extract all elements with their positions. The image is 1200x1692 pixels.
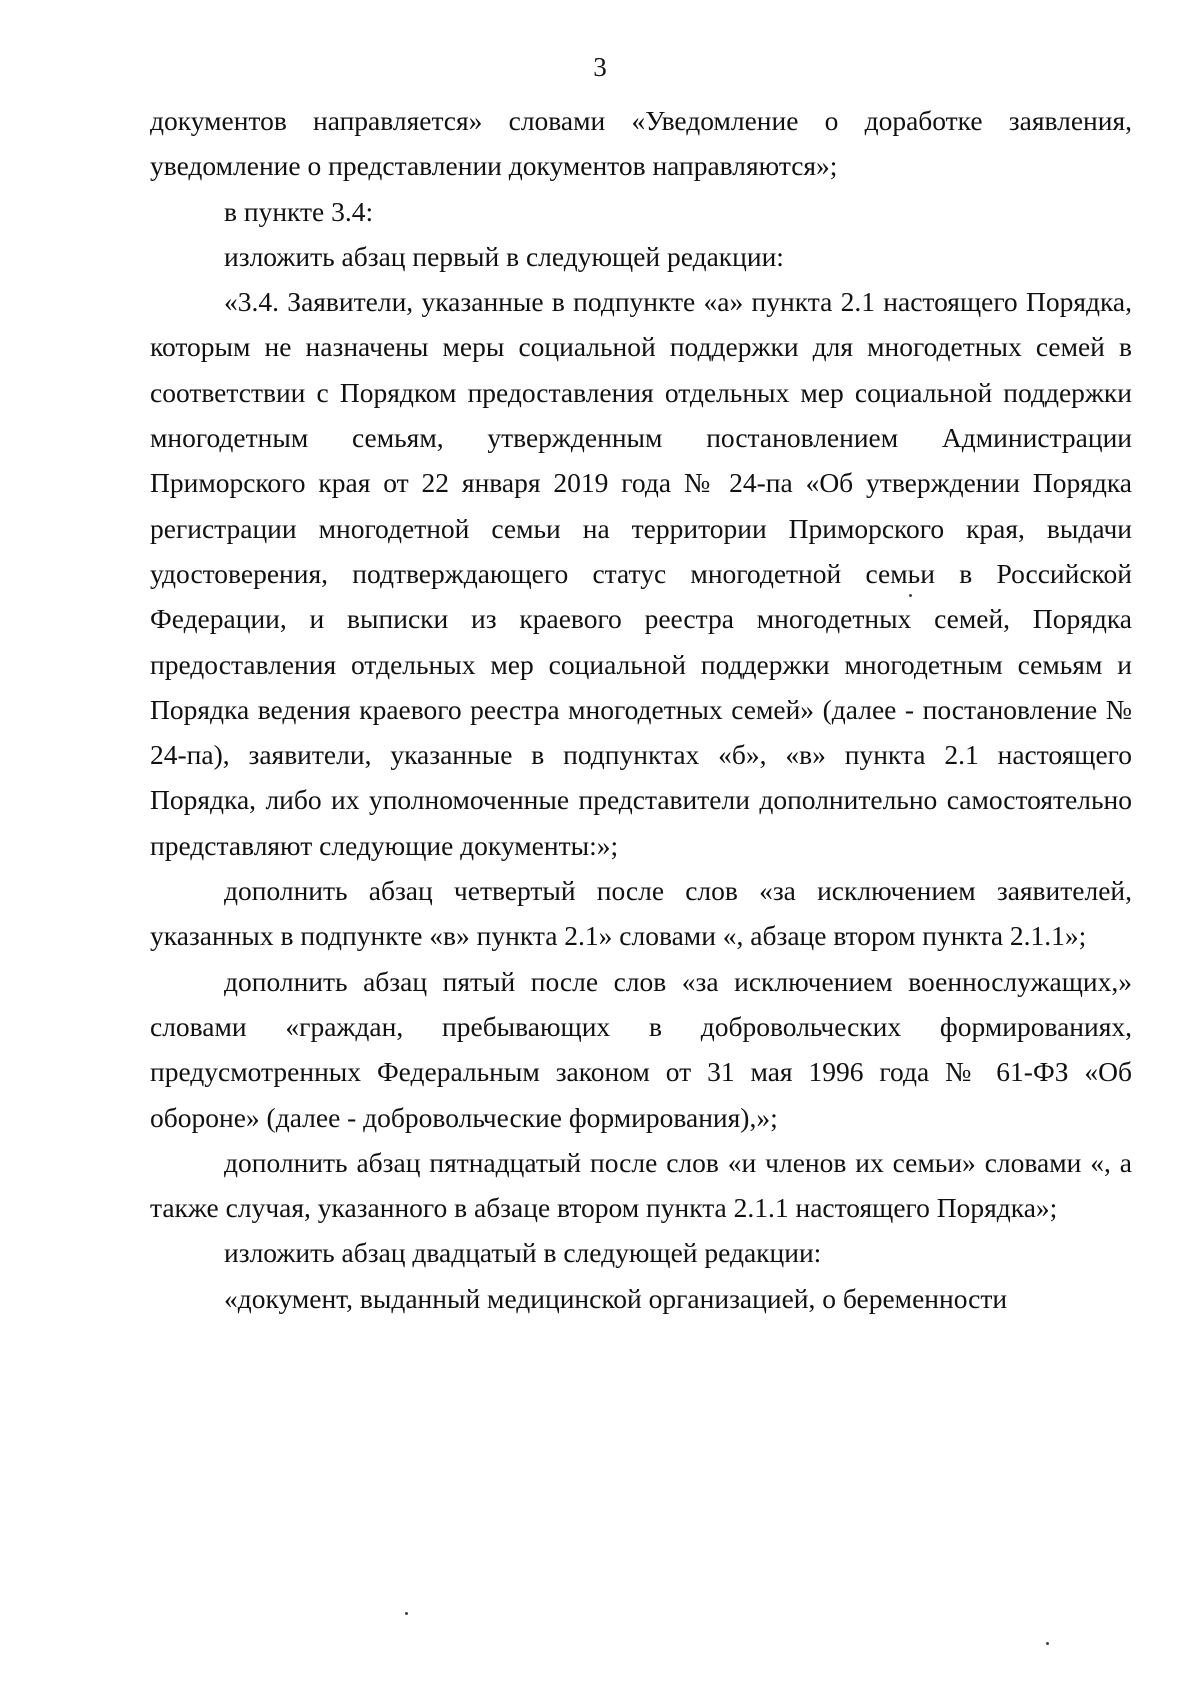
paragraph-8: изложить абзац двадцатый в следующей редакции:	[224, 1237, 822, 1269]
paragraph-4: «3.4. Заявители, указанные в подпункте «а» пункта 2.1 настоящего Порядка, которым не назначены меры социальной поддержки для многодетных семей в соответствии с Порядком предоставления отдельных мер социальной поддержки многодетным семьям, утвержденным постановлением Администрации Приморского края от 22 января 2019 года № 24-па «Об утверждении Порядка регистрации многодетной семьи на территории Приморского края, выдачи удостоверения, подтверждающего статус многодетной семьи в Российской Федерации, и выписки из краевого реестра многодетных семей, Порядка предоставления отдельных мер социальной поддержки многодетным семьям и Порядка ведения краевого реестра многодетных семей» (далее - постановление № 24-па), заявители, указанные в подпунктах «б», «в» пункта 2.1 настоящего Порядка, либо их уполномоченные представители дополнительно самостоятельно представляют следующие документы:»;	[150, 286, 1132, 861]
paragraph-1: документов направляется» словами «Уведомление о доработке заявления, уведомление о представлении документов направляются»;	[150, 105, 1132, 182]
paragraph-5: дополнить абзац четвертый после слов «за исключением заявителей, указанных в подпункте «в» пункта 2.1» словами «, абзаце втором пункта 2.1.1»;	[150, 875, 1132, 952]
scan-speck	[1046, 1642, 1049, 1645]
paragraph-7: дополнить абзац пятнадцатый после слов «и членов их семьи» словами «, а также случая, указанного в абзаце втором пункта 2.1.1 настоящего Порядка»;	[150, 1146, 1132, 1224]
paragraph-2: в пункте 3.4:	[224, 195, 374, 227]
scan-speck	[405, 1612, 408, 1615]
paragraph-9: «документ, выданный медицинской организацией, о беременности	[224, 1282, 1008, 1314]
paragraph-3: изложить абзац первый в следующей редакции:	[224, 240, 784, 272]
document-body	[150, 98, 1132, 1321]
paragraph-6: дополнить абзац пятый после слов «за исключением военнослужащих,» словами «граждан, пребывающих в добровольческих формированиях, предусмотренных Федеральным законом от 31 мая 1996 года № 61-ФЗ «Об обороне» (далее - добровольческие формирования),»;	[150, 965, 1132, 1133]
scan-speck	[909, 594, 912, 597]
page-number: 3	[593, 52, 607, 82]
